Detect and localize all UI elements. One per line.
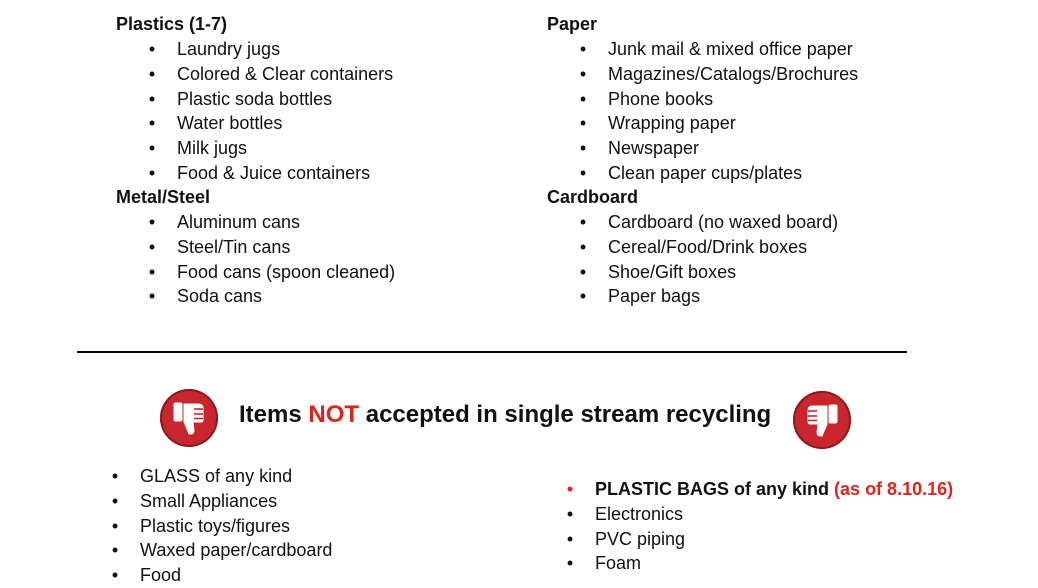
plastics-heading: Plastics (1-7) (116, 14, 228, 34)
paper-heading: Paper (547, 14, 598, 34)
date-note: (as of 8.10.16) (834, 479, 954, 499)
cardboard-list (579, 210, 839, 309)
bullet-icon: • (579, 39, 587, 59)
bullet-icon: • (148, 138, 156, 159)
bullet-icon: • (148, 286, 156, 307)
bullet-icon: • (566, 528, 574, 549)
list-item: • Shoe/Gift boxes (608, 260, 838, 285)
list-item: • Cereal/Food/Drink boxes (608, 235, 838, 260)
bullet-icon: • (579, 286, 587, 307)
bullet-icon: • (579, 113, 587, 134)
list-item: • Cardboard (no waxed board) (608, 210, 838, 235)
bullet-icon: • (111, 540, 119, 561)
list-item: • Clean paper cups/plates (608, 161, 858, 186)
list-item: • Water bottles (177, 111, 393, 136)
bullet-icon: • (579, 88, 587, 109)
list-item: • Laundry jugs (177, 37, 393, 62)
list-item: • Food cans (spoon cleaned) (177, 260, 395, 285)
list-item: • Waxed paper/cardboard (140, 538, 332, 563)
list-item: • Electronics (595, 502, 953, 527)
bullet-icon: • (111, 490, 119, 511)
bullet-icon: • (111, 565, 119, 586)
list-item: • Newspaper (608, 136, 858, 161)
bullet-icon: • (148, 113, 156, 134)
paper-list (579, 37, 859, 186)
not-accepted-right-list (566, 477, 954, 576)
list-item: • Soda cans (177, 284, 395, 309)
bullet-icon: • (111, 466, 119, 486)
list-item: • Plastic toys/figures (140, 514, 332, 539)
bullet-icon: • (579, 63, 587, 84)
bullet-icon: • (566, 553, 574, 574)
section-divider (77, 351, 907, 353)
bullet-icon: • (579, 261, 587, 282)
bullet-icon: • (148, 236, 156, 257)
list-item: • Food & Juice containers (177, 161, 393, 186)
bullet-icon: • (148, 261, 156, 282)
bullet-icon: • (579, 236, 587, 257)
list-item: • PLASTIC BAGS of any kind (as of 8.10.16) (595, 477, 953, 502)
list-item: • Small Appliances (140, 489, 332, 514)
list-item: • PVC piping (595, 527, 953, 552)
list-item: • Colored & Clear containers (177, 62, 393, 87)
metal-list (148, 210, 396, 309)
list-item: • Foam (595, 551, 953, 576)
list-item: • Junk mail & mixed office paper (608, 37, 858, 62)
list-item: • Magazines/Catalogs/Brochures (608, 62, 858, 87)
list-item: • GLASS of any kind (140, 464, 332, 489)
list-item: • Wrapping paper (608, 111, 858, 136)
cardboard-heading: Cardboard (547, 187, 639, 207)
list-item: • Food (140, 563, 332, 588)
list-item: • Phone books (608, 87, 858, 112)
not-highlight: NOT (308, 401, 360, 428)
bullet-icon: • (579, 162, 587, 183)
bullet-icon: • (148, 88, 156, 109)
bullet-icon: • (148, 39, 156, 59)
bullet-icon: • (111, 515, 119, 536)
thumbs-down-icon (793, 391, 851, 449)
bullet-icon: • (579, 212, 587, 232)
metal-heading: Metal/Steel (116, 187, 211, 207)
plastics-list (148, 37, 394, 186)
list-item: • Steel/Tin cans (177, 235, 395, 260)
bullet-icon: • (148, 212, 156, 232)
red-bullet-icon: • (566, 479, 574, 499)
list-item: • Plastic soda bottles (177, 87, 393, 112)
bullet-icon: • (566, 503, 574, 524)
list-item: • Paper bags (608, 284, 838, 309)
bullet-icon: • (148, 63, 156, 84)
list-item: • Aluminum cans (177, 210, 395, 235)
list-item: • Milk jugs (177, 136, 393, 161)
not-accepted-title: Items NOT accepted in single stream recycling (239, 401, 772, 428)
not-accepted-left-list (111, 464, 333, 588)
bullet-icon: • (148, 162, 156, 183)
thumbs-down-icon (160, 389, 218, 447)
bullet-icon: • (579, 138, 587, 159)
